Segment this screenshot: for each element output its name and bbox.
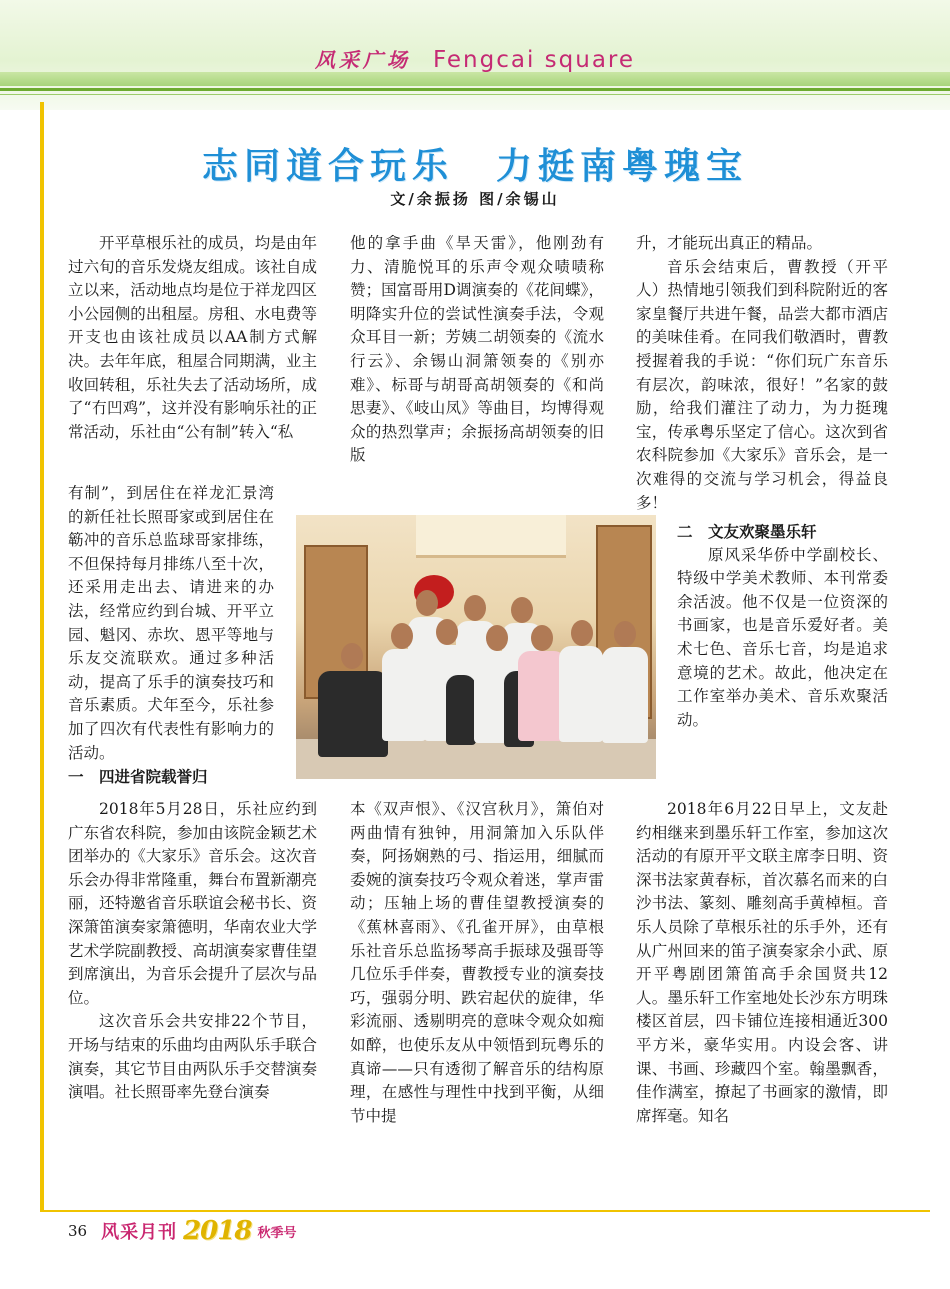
column-1-top [68, 232, 317, 444]
paragraph: 他的拿手曲《旱天雷》，他刚劲有力、清脆悦耳的乐声令观众啧啧称赞；国富哥用D调演奏的《花间蝶》，明降实升位的尝试性演奏手法，令观众耳目一新；芳姨二胡领奏的《流水行云》、余锡山洞箫领奏的《别亦难》、标哥与胡哥高胡领奏的《和尚思妻》、《岐山凤》等曲目，均博得观众的热烈掌声；余振扬高胡领奏的旧版 [350, 234, 604, 465]
paragraph: 2018年5月28日，乐社应约到广东省农科院，参加由该院金颖艺术团举办的《大家乐》音乐会。这次音乐会办得非常隆重，舞台布置新潮亮丽，还特邀省音乐联谊会秘书长、资深箫笛演奏家箫德明，华南农业大学艺术学院副教授、高胡演奏家曹佳望到席演出，为音乐会提升了层次与品位。 [68, 800, 317, 1007]
section-heading-2: 二 文友欢聚墨乐轩 [677, 522, 817, 541]
instrument-case [446, 675, 476, 745]
person [318, 671, 388, 757]
person-head [416, 590, 438, 616]
person-head [486, 625, 508, 651]
column-3-wrap [677, 520, 888, 732]
column-1-bottom [68, 798, 317, 1105]
page-header [0, 0, 950, 110]
magazine-name: 风采月刊 [101, 1222, 178, 1243]
left-border-rule [40, 102, 44, 1212]
person-head [571, 620, 593, 646]
paragraph: 2018年6月22日早上，文友赴约相继来到墨乐轩工作室，参加这次活动的有原开平文联主席李日明、资深书法家黄春标，首次慕名而来的白沙书法、篆刻、雕刻高手黄棹桓。音乐人员除了草根乐社的乐手外，还有从广州回来的笛子演奏家余小武、原开平粤剧团箫笛高手余国贤共12人。墨乐轩工作室地处长沙东方明珠楼区首层，四卡铺位连接相通近300平方米，豪华实用。内设会客、讲课、书画、珍藏四个室。翰墨飘香，佳作满室，撩起了书画家的激情，即席挥毫。知名 [636, 800, 888, 1125]
paragraph: 升，才能玩出真正的精品。 [636, 234, 823, 252]
paragraph: 原风采华侨中学副校长、特级中学美术教师、本刊常委余活波。他不仅是一位资深的书画家，也是音乐爱好者。美术七色、音乐七音，均是追求意境的艺术。故此，他决定在工作室举办美术、音乐欢聚活动。 [677, 545, 888, 729]
paragraph: 开平草根乐社的成员，均是由年过六旬的音乐发烧友组成。该社自成立以来，活动地点均是位于祥龙四区小公园侧的出租屋。房租、水电费等开支也由该社成员以AA制方式解决。去年年底，租屋合同期满，业主收回转租，乐社失去了活动场所，成了“冇凹鸡”，这并没有影响乐社的正常活动，乐社由“公有制”转入“私 [68, 234, 317, 441]
header-rule [0, 88, 950, 91]
issue-season: 秋季号 [257, 1225, 297, 1241]
section-heading-1: 一 四进省院载誉归 [68, 767, 208, 787]
person [602, 647, 648, 743]
ceiling-lamp [416, 515, 566, 558]
person-head [436, 619, 458, 645]
person-head [341, 643, 363, 669]
paragraph: 这次音乐会共安排22个节目，开场与结束的乐曲均由两队乐手联合演奏，其它节目由两队乐手交替演奏演唱。社长照哥率先登台演奏 [68, 1012, 317, 1102]
column-3-top [636, 232, 888, 515]
bottom-border-rule [40, 1210, 930, 1212]
person-head [511, 597, 533, 623]
section-title [0, 44, 950, 73]
paragraph: 有制”，到居住在祥龙汇景湾的新任社长照哥家或到居住在簕冲的音乐总监球哥家排练，不但保持每月排练八至十次，还采用走出去、请进来的办法，经常应约到台城、开平立园、魁冈、赤坎、恩平等地与乐友交流联欢。通过多种活动，提高了乐手的演奏技巧和音乐素质。犬年至今，乐社参加了四次有代表性有影响力的活动。 [68, 484, 274, 762]
column-2-bottom [350, 798, 604, 1128]
person [382, 649, 426, 741]
person-head [391, 623, 413, 649]
paragraph: 本《双声恨》、《汉宫秋月》，箫伯对两曲情有独钟，用洞箫加入乐队伴奏，阿扬娴熟的弓、指运用，细腻而委婉的演奏技巧令观众着迷，掌声雷动；压轴上场的曹佳望教授演奏的《蕉林喜雨》、《孔雀开屏》，由草根乐社音乐总监扬琴高手振球及强哥等几位乐手伴奏，曹教授专业的演奏技巧，强弱分明、跌宕起伏的旋律，华彩流丽、透剔明亮的意味令观众如痴如醉，也使乐友从中领悟到玩粤乐的真谛——只有透彻了解音乐的结构原理，在感性与理性中找到平衡，从细节中提 [350, 800, 604, 1125]
column-3-bottom [636, 798, 888, 1128]
page-number: 36 [68, 1222, 88, 1240]
header-rule-thin [0, 94, 950, 95]
article-title: 志同道合玩乐 力挺南粤瑰宝 [201, 146, 748, 187]
section-title-cn: 风采广场 [314, 48, 411, 72]
person-head [614, 621, 636, 647]
column-1-wrap [68, 482, 274, 789]
article-byline: 文/余振扬 图/余锡山 [390, 190, 560, 208]
person [559, 646, 603, 742]
section-title-en: Fengcai square [432, 47, 636, 73]
person-head [464, 595, 486, 621]
column-2-top [350, 232, 604, 468]
header-band [0, 72, 950, 86]
person-head [531, 625, 553, 651]
group-photo [296, 515, 656, 779]
issue-year: 2018 [183, 1216, 252, 1246]
paragraph: 音乐会结束后，曹教授（开平人）热情地引领我们到科院附近的客家皇餐厅共进午餐，品尝大都市酒店的美味佳肴。在同我们敬酒时，曹教授握着我的手说：“你们玩广东音乐有层次，韵味浓，很好！”名家的鼓励，给我们灌注了动力，为力挺瑰宝，传承粤乐坚定了信心。这次到省农科院参加《大家乐》音乐会，是一次难得的交流与学习机会，得益良多！ [636, 257, 888, 512]
page-footer [68, 1214, 296, 1248]
